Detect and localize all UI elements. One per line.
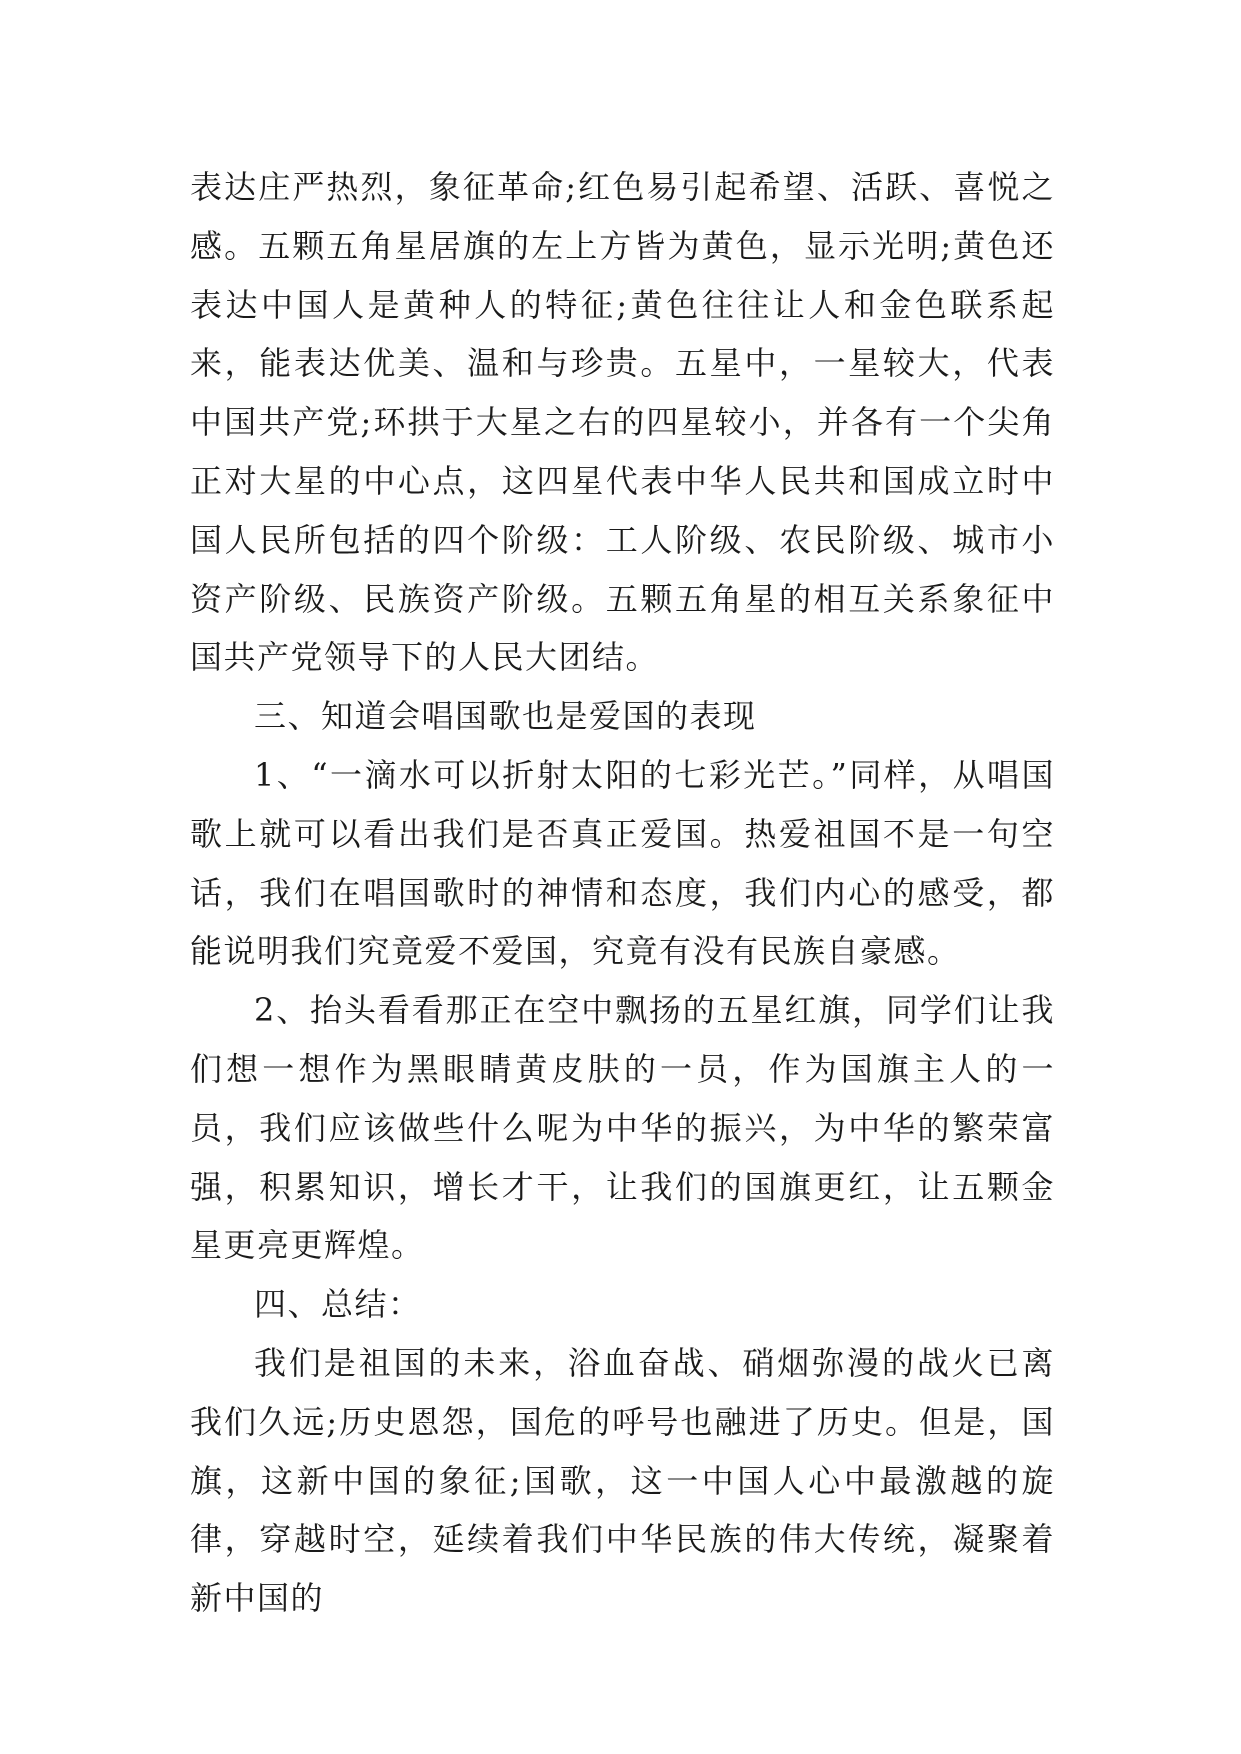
document-body [190, 158, 1055, 1628]
paragraph-point-2: 2、抬头看看那正在空中飘扬的五星红旗，同学们让我们想一想作为黑眼睛黄皮肤的一员，作为国旗主人的一员，我们应该做些什么呢为中华的振兴，为中华的繁荣富强，积累知识，增长才干，让我们的国旗更红，让五颗金星更亮更辉煌。 [190, 991, 1055, 1265]
section-heading-summary: 四、总结： [254, 1285, 422, 1324]
section-heading-anthem: 三、知道会唱国歌也是爱国的表现 [254, 697, 757, 736]
paragraph-summary: 我们是祖国的未来，浴血奋战、硝烟弥漫的战火已离我们久远;历史恩怨，国危的呼号也融进了历史。但是，国旗，这新中国的象征;国歌，这一中国人心中最激越的旋律，穿越时空，延续着我们中华民族的伟大传统，凝聚着新中国的 [190, 1343, 1055, 1618]
paragraph-flag-colors: 表达庄严热烈，象征革命;红色易引起希望、活跃、喜悦之感。五颗五角星居旗的左上方皆为黄色，显示光明;黄色还表达中国人是黄种人的特征;黄色往往让人和金色联系起来，能表达优美、温和与珍贵。五星中，一星较大，代表中国共产党;环拱于大星之右的四星较小，并各有一个尖角正对大星的中心点，这四星代表中华人民共和国成立时中国人民所包括的四个阶级：工人阶级、农民阶级、城市小资产阶级、民族资产阶级。五颗五角星的相互关系象征中国共产党领导下的人民大团结。 [190, 168, 1055, 677]
paragraph-point-1: 1、“一滴水可以折射太阳的七彩光芒。”同样，从唱国歌上就可以看出我们是否真正爱国。热爱祖国不是一句空话，我们在唱国歌时的神情和态度，我们内心的感受，都能说明我们究竟爱不爱国，究竟有没有民族自豪感。 [190, 755, 1055, 971]
